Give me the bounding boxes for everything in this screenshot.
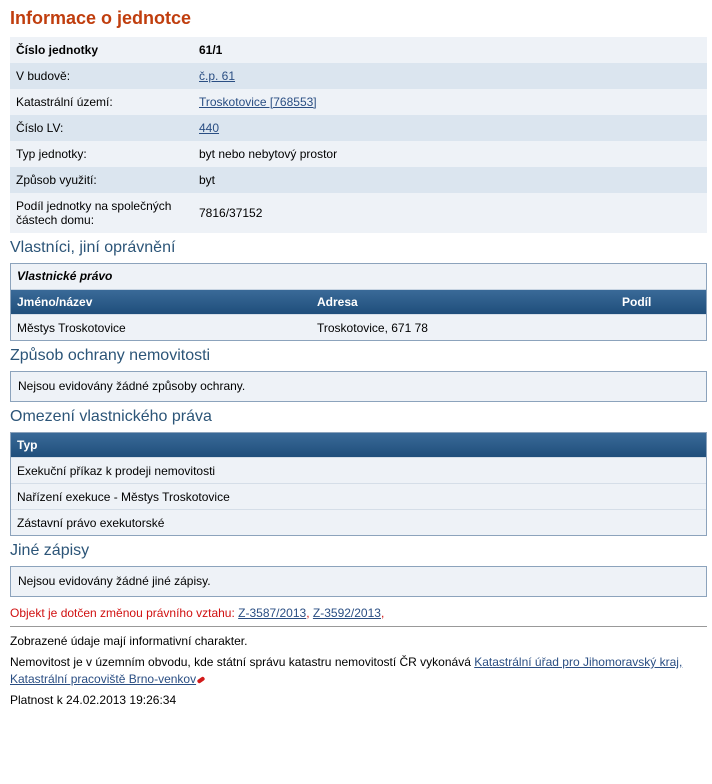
change-notice-text: Objekt je dotčen změnou právního vztahu: [10, 606, 235, 620]
restrictions-heading: Omezení vlastnického práva [10, 408, 212, 425]
building-row [10, 63, 707, 89]
jurisdiction-text: Nemovitost je v územním obvodu, kde státní správu katastru nemovitostí ČR vykonává [10, 655, 471, 669]
owners-col-share: Podíl [622, 295, 652, 309]
owners-header-row [11, 290, 706, 315]
table-row [11, 510, 706, 536]
change-link-2[interactable]: Z-3592/2013 [312, 606, 381, 620]
owners-box [10, 263, 707, 341]
owners-heading: Vlastníci, jiní oprávnění [10, 239, 176, 256]
restriction-item: Exekuční příkaz k prodeji nemovitosti [11, 458, 706, 484]
table-row [11, 315, 706, 341]
divider [10, 626, 707, 627]
ownership-subheading: Vlastnické právo [11, 264, 706, 290]
restriction-item: Nařízení exekuce - Městys Troskotovice [11, 484, 706, 510]
change-separator: , [306, 606, 310, 620]
unit-type-label: Typ jednotky: [10, 141, 193, 167]
building-link[interactable]: č.p. 61 [199, 69, 236, 83]
owner-share [616, 315, 706, 341]
owners-col-name: Jméno/název [17, 295, 93, 309]
unit-number-value: 61/1 [193, 37, 707, 63]
page-title: Informace o jednotce [10, 8, 192, 28]
restrictions-header-row [11, 433, 706, 458]
unit-number-label: Číslo jednotky [10, 37, 193, 63]
owners-table [11, 290, 706, 340]
other-heading: Jiné zápisy [10, 542, 90, 559]
informative-note: Zobrazené údaje mají informativní charakter. [10, 634, 248, 648]
usage-label: Způsob využití: [10, 167, 193, 193]
protection-message: Nejsou evidovány žádné způsoby ochrany. [10, 371, 707, 402]
restrictions-col-type: Typ [17, 438, 38, 452]
share-label: Podíl jednotky na společných částech domu: [10, 193, 193, 233]
table-row [11, 484, 706, 510]
protection-heading: Způsob ochrany nemovitosti [10, 347, 211, 364]
share-value: 7816/37152 [193, 193, 707, 233]
owner-name: Městys Troskotovice [11, 315, 311, 341]
lv-number-link[interactable]: 440 [199, 121, 220, 135]
lv-number-row [10, 115, 707, 141]
owner-address: Troskotovice, 671 78 [311, 315, 616, 341]
office-link[interactable]: Katastrální úřad pro Jihomoravský kraj, [474, 655, 683, 669]
validity-date: Platnost k 24.02.2013 19:26:34 [10, 693, 177, 707]
unit-type-row [10, 141, 707, 167]
restriction-item: Zástavní právo exekutorské [11, 510, 706, 536]
building-label: V budově: [10, 63, 193, 89]
unit-type-value: byt nebo nebytový prostor [193, 141, 707, 167]
pencil-icon [197, 676, 206, 684]
share-row [10, 193, 707, 233]
unit-info-table [10, 37, 707, 233]
change-notice [10, 604, 708, 622]
cadastral-area-row [10, 89, 707, 115]
change-link-1[interactable]: Z-3587/2013 [238, 606, 307, 620]
lv-number-label: Číslo LV: [10, 115, 193, 141]
owners-col-address: Adresa [317, 295, 358, 309]
unit-number-row [10, 37, 707, 63]
other-message: Nejsou evidovány žádné jiné zápisy. [10, 566, 707, 597]
restrictions-table [11, 433, 706, 535]
usage-value: byt [193, 167, 707, 193]
cadastral-area-label: Katastrální území: [10, 89, 193, 115]
table-row [11, 458, 706, 484]
cadastral-area-link[interactable]: Troskotovice [768553] [199, 95, 317, 109]
usage-row [10, 167, 707, 193]
restrictions-box [10, 432, 707, 536]
change-trailing: , [380, 606, 385, 620]
jurisdiction-note [10, 654, 708, 688]
workplace-link[interactable]: Katastrální pracoviště Brno-venkov [10, 672, 197, 686]
